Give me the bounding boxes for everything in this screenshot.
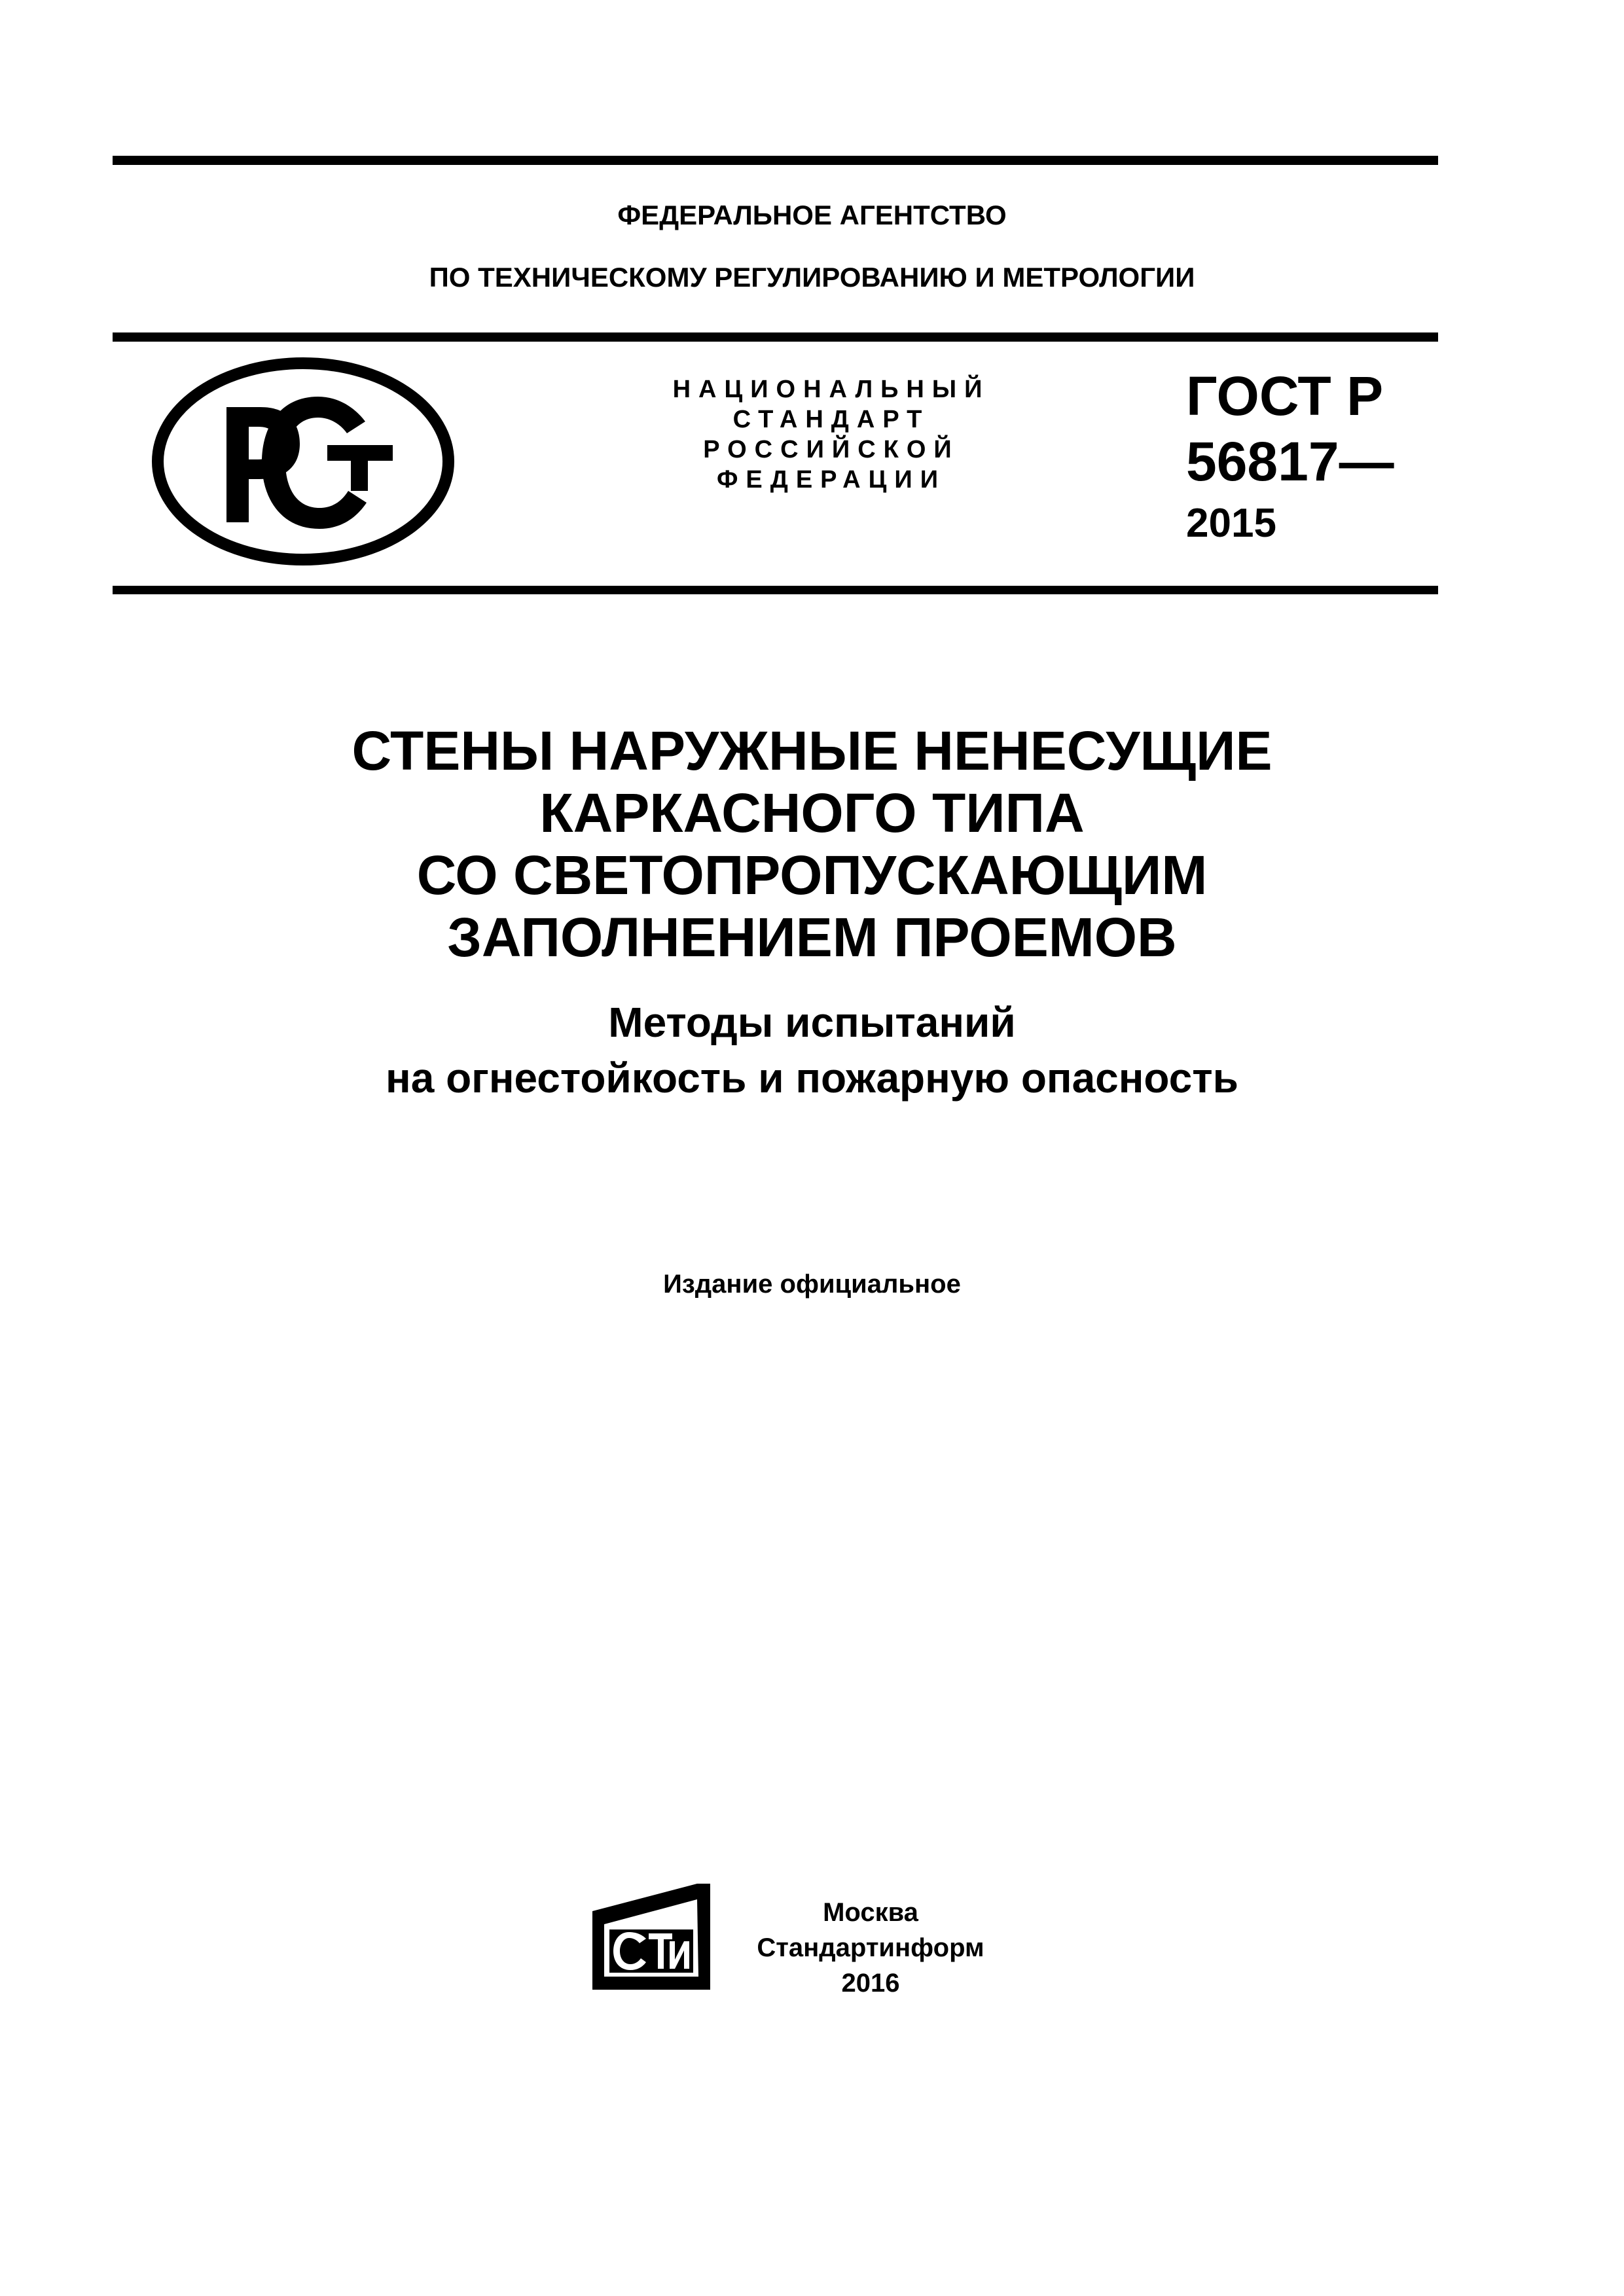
agency-name-line2: ПО ТЕХНИЧЕСКОМУ РЕГУЛИРОВАНИЮ И МЕТРОЛОГИИ	[429, 262, 1195, 293]
subtitle-line2: на огнестойкость и пожарную опасность	[386, 1054, 1238, 1102]
edition-label: Издание официальное	[663, 1270, 961, 1299]
title-line2: КАРКАСНОГО ТИПА	[539, 782, 1085, 844]
national-standard-line1: НАЦИОНАЛЬНЫЙ	[672, 376, 990, 403]
top-rule	[113, 156, 1438, 165]
publisher-name: Стандартинформ	[757, 1933, 984, 1962]
designation-line2: 56817—	[1186, 431, 1394, 492]
designation-line3: 2015	[1186, 501, 1276, 546]
national-standard-line2: СТАНДАРТ	[732, 406, 930, 433]
publisher-year: 2016	[841, 1969, 900, 1998]
standard-designation	[1186, 363, 1394, 553]
title-line1: СТЕНЫ НАРУЖНЫЕ НЕНЕСУЩИЕ	[352, 720, 1272, 781]
document-title	[0, 720, 1624, 969]
agency-name-line1: ФЕДЕРАЛЬНОЕ АГЕНТСТВО	[617, 200, 1007, 230]
document-subtitle	[0, 995, 1624, 1106]
subtitle-line1: Методы испытаний	[608, 999, 1016, 1046]
national-standard-label	[648, 374, 1015, 495]
publisher-info	[727, 1895, 1015, 2001]
publisher-city: Москва	[823, 1898, 918, 1927]
title-rule	[113, 586, 1438, 594]
header-rule	[113, 332, 1438, 342]
rst-certification-mark-icon	[149, 353, 457, 569]
standartinform-logo-icon	[586, 1878, 717, 1996]
designation-line1: ГОСТ Р	[1186, 365, 1384, 427]
national-standard-line4: ФЕДЕРАЦИИ	[716, 466, 947, 493]
title-line4: ЗАПОЛНЕНИЕМ ПРОЕМОВ	[447, 906, 1177, 968]
national-standard-line3: РОССИЙСКОЙ	[703, 436, 960, 463]
title-line3: СО СВЕТОПРОПУСКАЮЩИМ	[416, 844, 1208, 906]
